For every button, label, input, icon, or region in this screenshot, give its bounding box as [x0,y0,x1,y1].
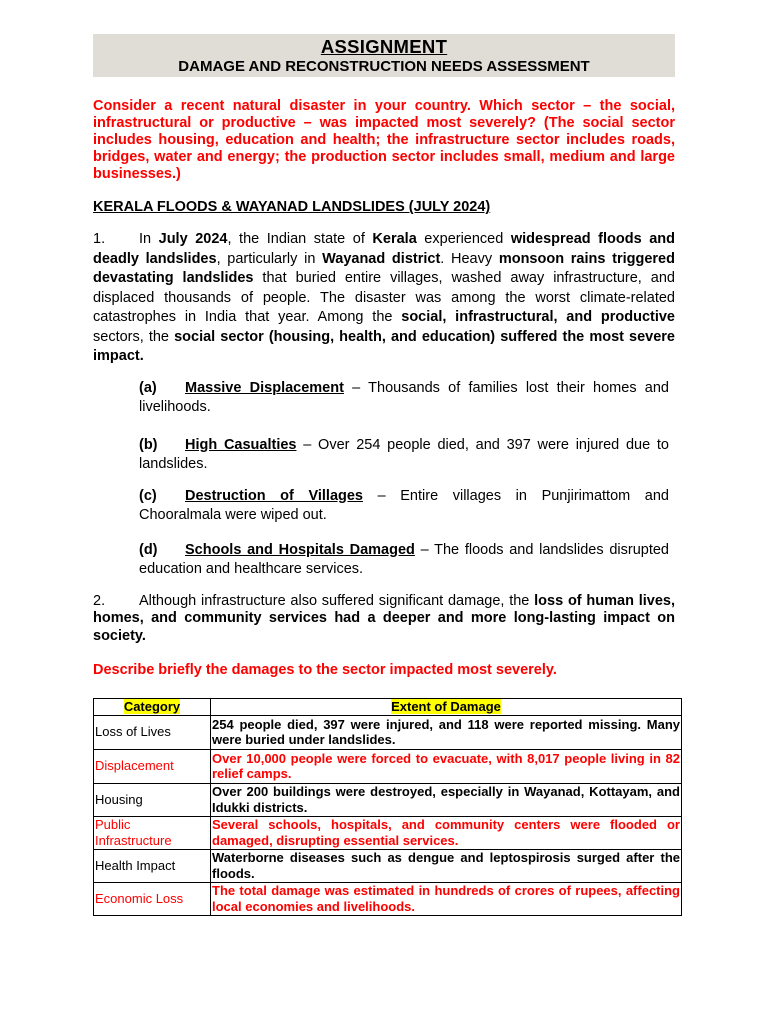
paragraph-1 [93,230,675,367]
category-cell: Housing [94,783,211,816]
column-header-label: Category [123,699,181,714]
paragraph-2 [93,593,675,646]
damage-cell: 254 people died, 397 were injured, and 118 were reported missing. Many were buried under landslides. [212,716,680,747]
page-subtitle: DAMAGE AND RECONSTRUCTION NEEDS ASSESSMENT [178,58,590,75]
table-row [94,816,682,849]
impact-title: Destruction of Villages [185,487,363,504]
text-run: . Heavy [440,250,499,267]
impact-item [139,436,669,474]
text-run: Although infrastructure also suffered significant damage, the [139,592,535,609]
impact-label: (c) [139,487,157,504]
table-row [94,849,682,882]
damage-cell: Over 200 buildings were destroyed, especially in Wayanad, Kottayam, and Idukki districts. [212,784,680,815]
category-cell: Public Infrastructure [94,816,211,849]
impact-title: High Casualties [185,436,297,453]
bold-run: widespread floods and deadly landslides [93,231,675,267]
text-run: experienced [416,231,511,247]
impact-text: – Thousands of families lost their homes and livelihoods. [139,379,669,415]
impact-label: (d) [139,541,158,558]
paragraph-number: 1. [93,231,106,247]
column-header [211,699,682,716]
table-row [94,882,682,915]
category-cell: Health Impact [94,849,211,882]
bold-run: Kerala [372,231,417,247]
text-run: , particularly in [216,250,323,267]
bold-run: Wayanad district [322,250,441,267]
damage-cell: Waterborne diseases such as dengue and leptospirosis surged after the floods. [212,850,680,881]
impact-text: – Over 254 people died, and 397 were injured due to landslides. [139,436,669,472]
document-page [93,34,680,916]
assignment-question: Consider a recent natural disaster in your country. Which sector – the social, infrastructural or productive – was impacted most severely? (The social sector includes housing, education and health; the infrastructure sector includes roads, bridges, water and energy; the production sector includes small, medium and large businesses.) [93,98,675,182]
text-run: that buried entire villages, washed away infrastructure, and displaced thousands of people. The disaster was among the worst climate-related catastrophes in India that year. Among the [93,270,675,325]
impact-label: (b) [139,436,158,453]
category-cell: Loss of Lives [94,715,211,749]
table-header-row [94,699,682,716]
paragraph-number: 2. [93,592,106,609]
damage-cell: Several schools, hospitals, and community centers were flooded or damaged, disrupting essential services. [212,817,680,848]
damage-question: Describe briefly the damages to the sector impacted most severely. [93,662,557,678]
impact-title: Massive Displacement [185,379,344,396]
impact-text: – Entire villages in Punjirimattom and Chooralmala were wiped out. [139,487,669,523]
impact-item [139,379,669,417]
table-row [94,749,682,783]
impact-item [139,487,669,525]
damage-cell: Over 10,000 people were forced to evacuate, with 8,017 people living in 82 relief camps. [212,750,680,781]
impact-label: (a) [139,379,157,396]
impact-title: Schools and Hospitals Damaged [185,541,415,558]
damage-table [93,698,682,916]
column-header-label: Extent of Damage [391,699,501,714]
impact-item [139,541,669,579]
table-row [94,783,682,816]
impact-text: – The floods and landslides disrupted education and healthcare services. [139,541,669,577]
bold-run: monsoon rains triggered devastating landslides [93,250,675,286]
text-run: , the Indian state of [227,231,373,247]
section-heading: KERALA FLOODS & WAYANAD LANDSLIDES (JULY 2024) [93,199,491,215]
bold-run: loss of human lives, homes, and community services had a deeper and more long-lasting impact on society. [93,592,675,644]
bold-run: social, infrastructural, and productive [401,309,676,325]
title-block [93,34,675,77]
damage-cell: The total damage was estimated in hundreds of crores of rupees, affecting local economies and livelihoods. [212,883,680,914]
category-cell: Economic Loss [94,882,211,915]
bold-run: July 2024 [158,231,228,247]
table-row [94,715,682,749]
text-run: In [139,231,159,247]
column-header [94,699,211,716]
page-title: ASSIGNMENT [320,36,448,57]
category-cell: Displacement [94,749,211,783]
text-run: sectors, the [93,328,175,345]
bold-run: social sector (housing, health, and education) suffered the most severe impact. [93,328,675,364]
